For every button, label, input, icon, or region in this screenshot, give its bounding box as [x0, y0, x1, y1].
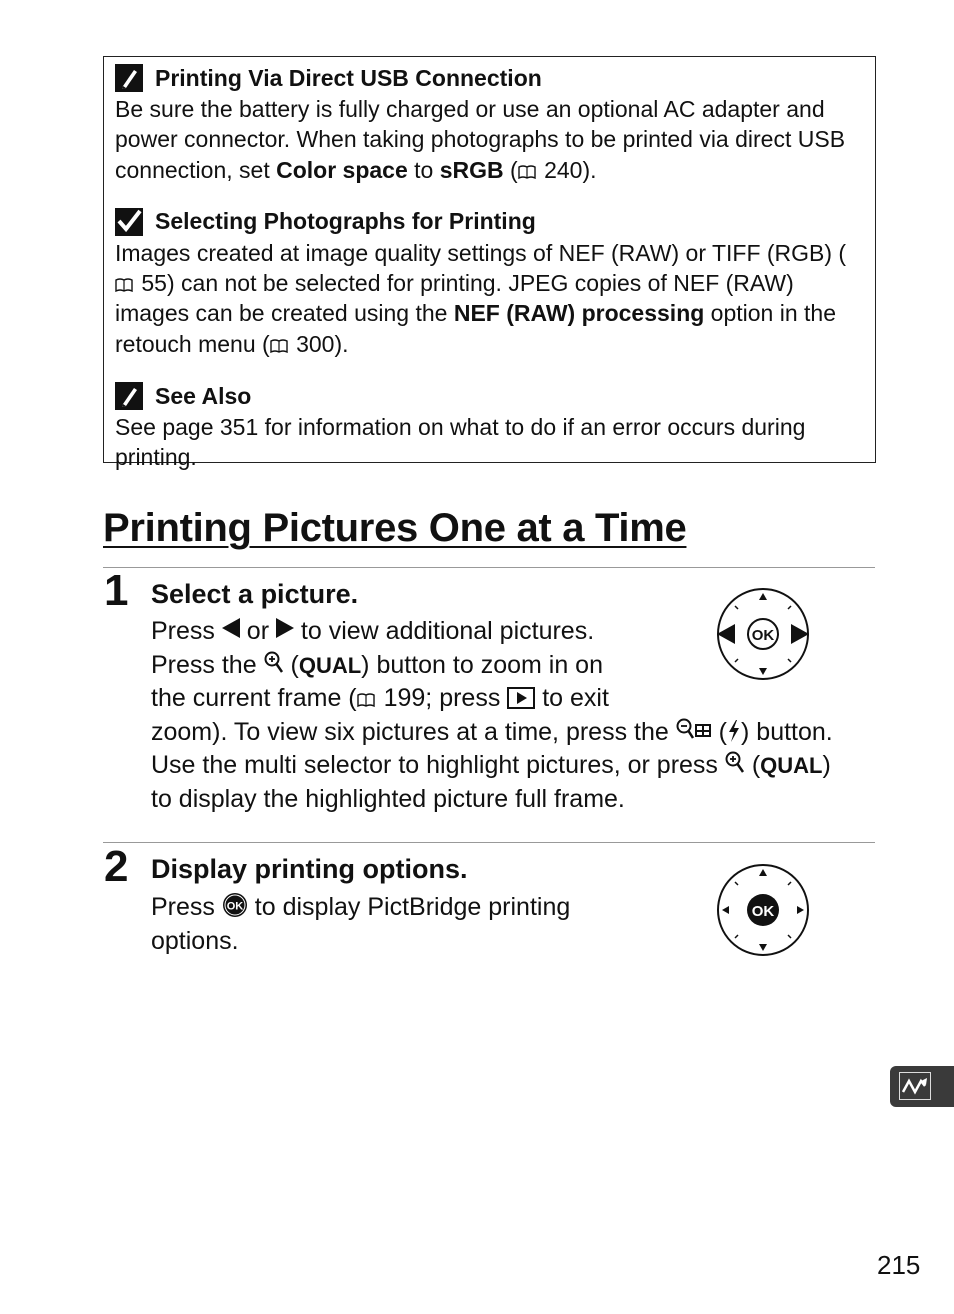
step-number: 1: [104, 566, 129, 615]
checkmark-caution-icon: [115, 208, 143, 236]
thumbnail-zoom-out-icon: [676, 717, 712, 743]
note-body: Be sure the battery is fully charged or use an optional AC adapter and power connector. When taking photographs to be printed via direct USB connection, set Color space to sRGB ( 240).: [115, 96, 846, 183]
step-heading: Display printing options.: [151, 854, 468, 884]
playback-icon: [507, 687, 535, 709]
connections-chapter-tab: [890, 1066, 954, 1107]
note-body: See page 351 for information on what to do if an error occurs during printing.: [115, 414, 806, 471]
note-usb-connection: [115, 63, 864, 185]
note-see-also: [115, 381, 864, 473]
note-selecting-photographs: [115, 207, 864, 359]
zoom-in-icon: [725, 750, 745, 776]
ok-button-icon: [222, 892, 248, 918]
zoom-in-icon: [264, 650, 284, 676]
connection-icon: [899, 1072, 931, 1100]
book-reference-icon: [115, 278, 133, 292]
ok-label: OK: [751, 627, 775, 644]
note-pencil-icon: [115, 382, 143, 410]
svg-text:OK: OK: [226, 900, 244, 913]
multi-selector-ok-diagram: [715, 862, 811, 958]
book-reference-icon: [270, 339, 288, 353]
section-title: Printing Pictures One at a Time: [103, 506, 687, 550]
qual-button-label: QUAL: [298, 652, 362, 678]
qual-button-label: QUAL: [760, 753, 823, 779]
right-arrow-icon: [276, 618, 294, 638]
notes-box: [103, 56, 876, 471]
page-number: 215: [877, 1250, 921, 1280]
left-arrow-icon: [222, 618, 240, 638]
step-heading: Select a picture.: [151, 579, 359, 609]
multi-selector-left-right-diagram: [715, 586, 811, 682]
note-pencil-icon: [115, 64, 143, 92]
divider: [103, 842, 875, 843]
flash-icon: [727, 719, 741, 743]
note-title: Selecting Photographs for Printing: [155, 208, 536, 235]
book-reference-icon: [518, 165, 536, 179]
note-body: Images created at image quality settings of NEF (RAW) or TIFF (RGB) ( 55) can not be selected for printing. JPEG copies of NEF (RAW) images can be created using the NEF (RAW) processing option in the retouch menu ( 300).: [115, 239, 847, 357]
book-reference-icon: [357, 693, 375, 707]
step-number: 2: [104, 842, 129, 891]
step-body: Press OK to display PictBridge printing options.: [151, 893, 571, 955]
step-body: Press or to view additional pictures. Press the (QUAL) button to zoom in on the current frame ( 199; press to exit zoom). To view six pictures at a time, press the ( ) button. Use the multi selector to highlight pictures, or press (QUAL) to display the highlighted picture full frame.: [151, 617, 833, 813]
note-title: Printing Via Direct USB Connection: [155, 64, 542, 91]
note-title: See Also: [155, 382, 252, 409]
ok-label: OK: [751, 903, 775, 920]
divider: [103, 567, 875, 568]
